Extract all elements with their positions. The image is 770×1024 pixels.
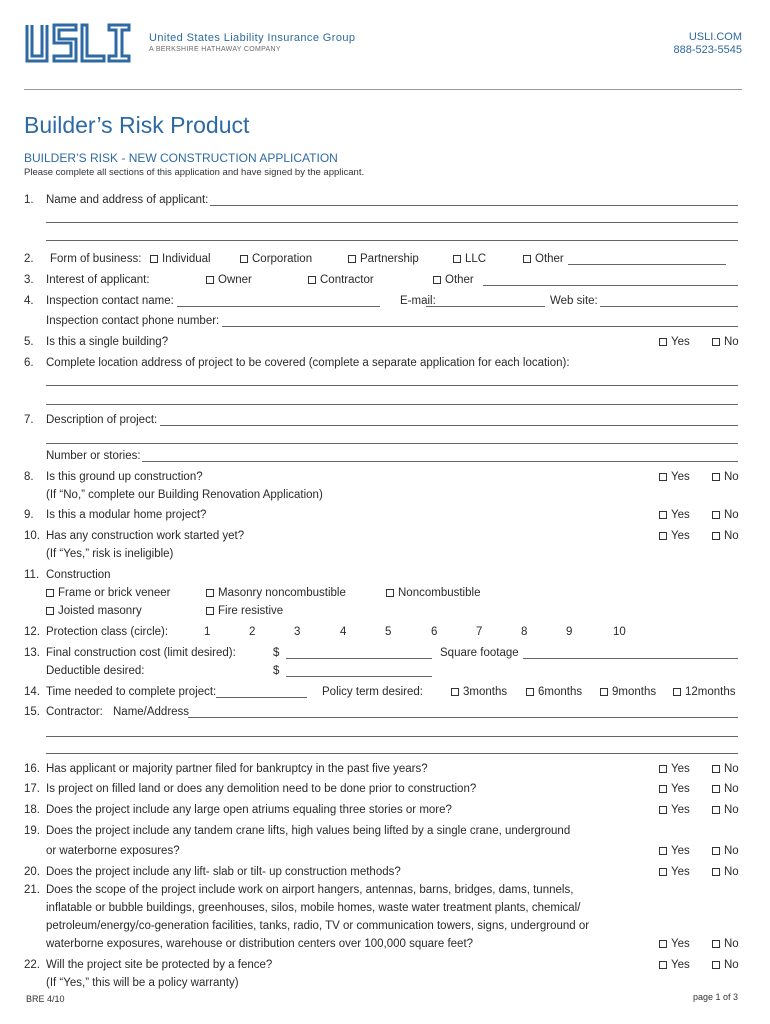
q16-yes[interactable]: Yes	[659, 763, 690, 775]
q16-no[interactable]: No	[712, 763, 739, 775]
q13-label: Final construction cost (limit desired):	[46, 647, 236, 659]
website-field[interactable]	[600, 306, 738, 307]
q6-number: 6.	[24, 357, 34, 369]
q22-label: Will the project site be protected by a fence?	[46, 959, 273, 971]
applicant-address-field[interactable]	[46, 222, 738, 223]
checkbox-icon	[659, 338, 667, 346]
option-joisted-masonry[interactable]: Joisted masonry	[46, 605, 142, 617]
checkbox-icon	[712, 785, 720, 793]
company-subtitle: A BERKSHIRE HATHAWAY COMPANY	[149, 46, 281, 53]
q15-sublabel: Name/Address	[113, 706, 190, 718]
q21-label-line1: Does the scope of the project include work on airport hangers, antennas, barns, bridges, dams, tunnels,	[46, 884, 574, 896]
checkbox-icon	[348, 255, 356, 263]
q7-label: Description of project:	[46, 414, 158, 426]
q5-no[interactable]: No	[712, 336, 739, 348]
q21-no[interactable]: No	[712, 938, 739, 950]
q13-number: 13.	[24, 647, 40, 659]
project-description-field[interactable]	[160, 425, 738, 426]
contractor-field-3[interactable]	[46, 753, 738, 754]
protection-class-2[interactable]: 2	[249, 626, 256, 638]
protection-class-9[interactable]: 9	[566, 626, 573, 638]
q17-yes[interactable]: Yes	[659, 783, 690, 795]
q10-yes[interactable]: Yes	[659, 530, 690, 542]
usli-logo	[24, 21, 134, 74]
checkbox-icon	[659, 868, 667, 876]
protection-class-7[interactable]: 7	[476, 626, 483, 638]
q19-number: 19.	[24, 825, 40, 837]
option-masonry-noncombustible[interactable]: Masonry noncombustible	[206, 587, 346, 599]
q10-number: 10.	[24, 530, 40, 542]
option-individual[interactable]: Individual	[150, 253, 211, 265]
protection-class-1[interactable]: 1	[204, 626, 211, 638]
checkbox-icon	[659, 806, 667, 814]
option-partnership[interactable]: Partnership	[348, 253, 419, 265]
checkbox-icon	[659, 847, 667, 855]
q5-number: 5.	[24, 336, 34, 348]
q11-number: 11.	[24, 569, 40, 581]
applicant-address-field-2[interactable]	[46, 240, 738, 241]
checkbox-icon	[206, 607, 214, 615]
q16-label: Has applicant or majority partner filed for bankruptcy in the past five years?	[46, 763, 428, 775]
q5-yes[interactable]: Yes	[659, 336, 690, 348]
cost-dollar-sign: $	[273, 647, 280, 659]
square-footage-label: Square footage	[440, 647, 519, 659]
checkbox-icon	[659, 473, 667, 481]
page-number: page 1 of 3	[692, 992, 738, 1002]
deductible-field[interactable]	[286, 676, 432, 677]
location-address-field[interactable]	[46, 385, 738, 386]
checkbox-icon	[659, 940, 667, 948]
option-12months[interactable]: 12months	[673, 686, 736, 698]
stories-field[interactable]	[142, 461, 738, 462]
phone-label: Inspection contact phone number:	[46, 315, 220, 327]
q4-label: Inspection contact name:	[46, 295, 174, 307]
checkbox-icon	[523, 255, 531, 263]
checkbox-icon	[308, 276, 316, 284]
stories-label: Number or stories:	[46, 450, 141, 462]
q18-number: 18.	[24, 804, 40, 816]
q17-no[interactable]: No	[712, 783, 739, 795]
q2-label: Form of business:	[50, 253, 142, 265]
website-link[interactable]: USLI.COM	[688, 31, 742, 43]
page-title: Builder’s Risk Product	[24, 112, 250, 138]
q18-yes[interactable]: Yes	[659, 804, 690, 816]
q1-label: Name and address of applicant:	[46, 194, 209, 206]
checkbox-icon	[451, 688, 459, 696]
q18-label: Does the project include any large open atriums equaling three stories or more?	[46, 804, 452, 816]
q2-number: 2.	[24, 253, 34, 265]
q5-label: Is this a single building?	[46, 336, 169, 348]
q19-yes[interactable]: Yes	[659, 845, 690, 857]
contractor-field[interactable]	[188, 717, 738, 718]
q18-no[interactable]: No	[712, 804, 739, 816]
checkbox-icon	[659, 785, 667, 793]
checkbox-icon	[386, 589, 394, 597]
website-label: Web site:	[550, 295, 598, 307]
header-divider	[24, 89, 742, 90]
checkbox-icon	[712, 940, 720, 948]
q6-label: Complete location address of project to be covered (complete a separate application for each location):	[46, 357, 570, 369]
q20-yes[interactable]: Yes	[659, 866, 690, 878]
checkbox-icon	[673, 688, 681, 696]
q22-no[interactable]: No	[712, 959, 739, 971]
checkbox-icon	[712, 473, 720, 481]
option-llc[interactable]: LLC	[453, 253, 486, 265]
q15-label: Contractor:	[46, 706, 103, 718]
protection-class-8[interactable]: 8	[521, 626, 528, 638]
q10-note: (If “Yes,” risk is ineligible)	[46, 548, 174, 560]
deductible-dollar-sign: $	[273, 665, 280, 677]
q20-no[interactable]: No	[712, 866, 739, 878]
protection-class-5[interactable]: 5	[385, 626, 392, 638]
q3-number: 3.	[24, 274, 34, 286]
protection-class-10[interactable]: 10	[613, 626, 626, 638]
option-fire-resistive[interactable]: Fire resistive	[206, 605, 283, 617]
q20-label: Does the project include any lift- slab or tilt- up construction methods?	[46, 866, 401, 878]
q21-label-line3: petroleum/energy/co-generation facilities, tanks, radio, TV or communication towers, signs, underground or	[46, 920, 590, 932]
checkbox-icon	[46, 589, 54, 597]
option-6months[interactable]: 6months	[526, 686, 582, 698]
checkbox-icon	[526, 688, 534, 696]
option-contractor[interactable]: Contractor	[308, 274, 374, 286]
option-3months[interactable]: 3months	[451, 686, 507, 698]
checkbox-icon	[659, 765, 667, 773]
location-address-field-2[interactable]	[46, 404, 738, 405]
option-other-interest[interactable]: Other	[433, 274, 474, 286]
checkbox-icon	[712, 847, 720, 855]
applicant-name-field[interactable]	[210, 205, 738, 206]
protection-class-3[interactable]: 3	[294, 626, 301, 638]
q7-number: 7.	[24, 414, 34, 426]
checkbox-icon	[712, 806, 720, 814]
q8-number: 8.	[24, 471, 34, 483]
other-interest-field[interactable]	[483, 285, 738, 286]
q9-number: 9.	[24, 509, 34, 521]
q21-number: 21.	[24, 884, 40, 896]
q1-number: 1.	[24, 194, 34, 206]
construction-cost-field[interactable]	[286, 658, 432, 659]
q14-label: Time needed to complete project:	[46, 686, 217, 698]
checkbox-icon	[206, 589, 214, 597]
q8-note: (If “No,” complete our Building Renovation Application)	[46, 489, 323, 501]
contractor-field-2[interactable]	[46, 736, 738, 737]
option-noncombustible[interactable]: Noncombustible	[386, 587, 480, 599]
checkbox-icon	[206, 276, 214, 284]
checkbox-icon	[712, 338, 720, 346]
checkbox-icon	[712, 511, 720, 519]
q22-yes[interactable]: Yes	[659, 959, 690, 971]
option-9months[interactable]: 9months	[600, 686, 656, 698]
inspection-phone-field[interactable]	[222, 326, 738, 327]
checkbox-icon	[712, 765, 720, 773]
q8-label: Is this ground up construction?	[46, 471, 203, 483]
q12-label: Protection class (circle):	[46, 626, 169, 638]
q11-label: Construction	[46, 569, 111, 581]
form-id: BRE 4/10	[26, 994, 65, 1004]
q10-label: Has any construction work started yet?	[46, 530, 245, 542]
q22-number: 22.	[24, 959, 40, 971]
checkbox-icon	[659, 532, 667, 540]
instructions: Please complete all sections of this application and have signed by the applicant.	[24, 167, 365, 178]
policy-term-label: Policy term desired:	[322, 686, 423, 698]
q22-note: (If “Yes,” this will be a policy warranty)	[46, 977, 239, 989]
checkbox-icon	[46, 607, 54, 615]
project-description-field-2[interactable]	[46, 443, 738, 444]
checkbox-icon	[712, 961, 720, 969]
option-owner[interactable]: Owner	[206, 274, 252, 286]
deductible-label: Deductible desired:	[46, 665, 145, 677]
other-business-field[interactable]	[568, 264, 726, 265]
email-field[interactable]	[426, 306, 545, 307]
q17-number: 17.	[24, 783, 40, 795]
q10-no[interactable]: No	[712, 530, 739, 542]
checkbox-icon	[433, 276, 441, 284]
phone-number: 888-523-5545	[673, 44, 742, 56]
square-footage-field[interactable]	[523, 658, 738, 659]
q19-no[interactable]: No	[712, 845, 739, 857]
checkbox-icon	[712, 868, 720, 876]
option-frame-brick[interactable]: Frame or brick veneer	[46, 587, 170, 599]
q12-number: 12.	[24, 626, 40, 638]
q14-number: 14.	[24, 686, 40, 698]
q21-yes[interactable]: Yes	[659, 938, 690, 950]
inspection-contact-name-field[interactable]	[177, 306, 380, 307]
q8-no[interactable]: No	[712, 471, 739, 483]
q4-number: 4.	[24, 295, 34, 307]
q9-yes[interactable]: Yes	[659, 509, 690, 521]
company-name: United States Liability Insurance Group	[149, 32, 356, 44]
q17-label: Is project on filled land or does any demolition need to be done prior to construction?	[46, 783, 477, 795]
option-other-business[interactable]: Other	[523, 253, 564, 265]
checkbox-icon	[712, 532, 720, 540]
q21-label-line2: inflatable or bubble buildings, greenhouses, silos, mobile homes, waste water treatment plants, chemical/	[46, 902, 581, 914]
checkbox-icon	[659, 511, 667, 519]
q8-yes[interactable]: Yes	[659, 471, 690, 483]
protection-class-6[interactable]: 6	[431, 626, 438, 638]
option-corporation[interactable]: Corporation	[240, 253, 312, 265]
checkbox-icon	[600, 688, 608, 696]
checkbox-icon	[150, 255, 158, 263]
q20-number: 20.	[24, 866, 40, 878]
checkbox-icon	[453, 255, 461, 263]
protection-class-4[interactable]: 4	[340, 626, 347, 638]
time-to-complete-field[interactable]	[216, 697, 307, 698]
q9-label: Is this a modular home project?	[46, 509, 207, 521]
email-label: E-mail:	[400, 295, 436, 307]
q15-number: 15.	[24, 706, 40, 718]
q9-no[interactable]: No	[712, 509, 739, 521]
form-subtitle: BUILDER’S RISK - NEW CONSTRUCTION APPLICATION	[24, 151, 338, 165]
checkbox-icon	[240, 255, 248, 263]
q19-label-line2: or waterborne exposures?	[46, 845, 180, 857]
checkbox-icon	[659, 961, 667, 969]
q19-label-line1: Does the project include any tandem crane lifts, high values being lifted by a single crane, underground	[46, 825, 571, 837]
q16-number: 16.	[24, 763, 40, 775]
q3-label: Interest of applicant:	[46, 274, 150, 286]
q21-label-line4: waterborne exposures, warehouse or distribution centers over 100,000 square feet?	[46, 938, 474, 950]
